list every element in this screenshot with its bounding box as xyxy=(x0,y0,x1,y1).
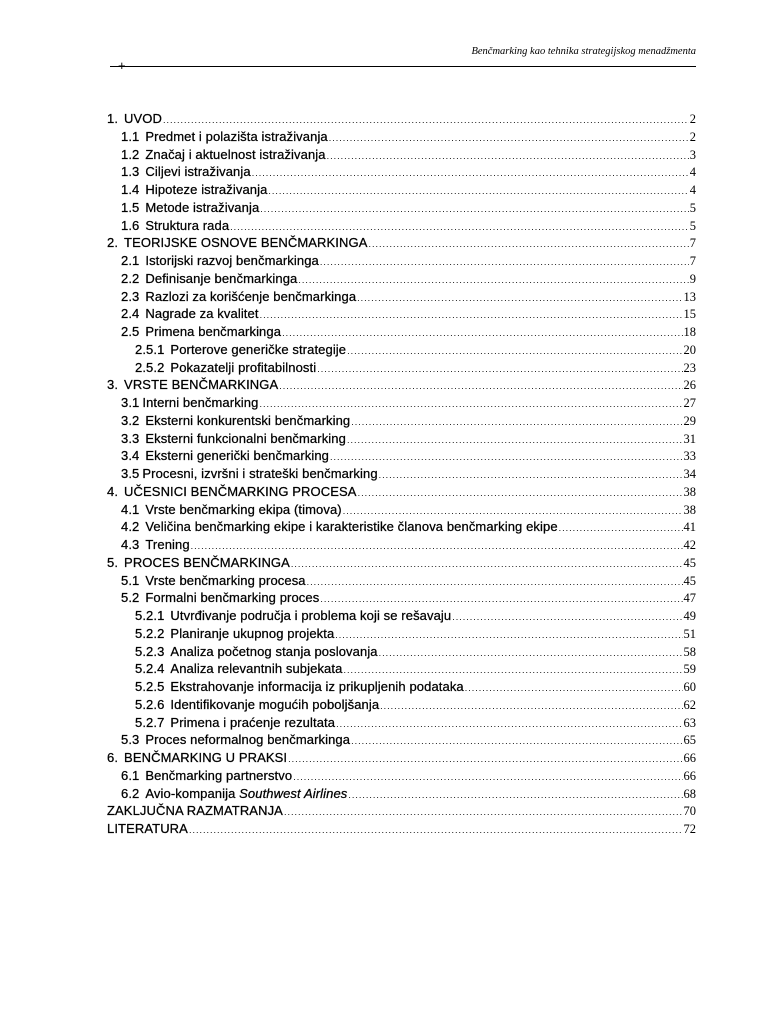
toc-entry-title xyxy=(121,518,558,536)
toc-entry-label: Utvrđivanje područja i problema koji se rešavaju xyxy=(170,608,452,623)
toc-entry-page-number: 58 xyxy=(683,644,696,659)
toc-entry[interactable] xyxy=(107,430,696,448)
dot-leader xyxy=(358,485,683,503)
toc-entry-page-number: 41 xyxy=(683,520,696,535)
toc-entry-number: 2. xyxy=(107,235,119,251)
dot-leader xyxy=(351,414,682,432)
toc-entry[interactable] xyxy=(107,483,696,501)
dot-leader xyxy=(189,822,683,840)
toc-entry-label: Vrste benčmarking procesa xyxy=(145,572,306,588)
toc-entry-title xyxy=(135,643,378,661)
toc-entry-title xyxy=(107,802,283,820)
dot-leader xyxy=(559,520,683,538)
toc-entry-label: Procesni, izvršni i strateški benčmarking xyxy=(142,466,378,481)
toc-entry-number: 2.1 xyxy=(121,253,140,268)
toc-entry-page-number: 65 xyxy=(683,733,696,748)
toc-entry-number: 3.5 xyxy=(121,466,140,481)
toc-entry[interactable] xyxy=(107,323,696,341)
toc-entry-number: 1.3 xyxy=(121,164,140,180)
toc-entry-number: 3.3 xyxy=(121,430,140,446)
toc-entry-page-number: 51 xyxy=(683,626,696,641)
toc-entry-page-number: 34 xyxy=(683,467,696,481)
toc-entry-page-number: 70 xyxy=(683,804,696,819)
toc-entry[interactable] xyxy=(107,234,696,252)
toc-entry-label: Trening xyxy=(145,537,190,552)
toc-entry[interactable] xyxy=(107,341,696,359)
toc-entry-number: 4. xyxy=(107,483,119,499)
dot-leader xyxy=(284,804,683,822)
toc-entry-number: 1.4 xyxy=(121,182,140,197)
toc-entry-label: Benčmarking partnerstvo xyxy=(145,767,293,783)
toc-entry-label: Interni benčmarking xyxy=(142,395,259,410)
toc-entry[interactable] xyxy=(107,412,696,430)
toc-entry-number: 5.2.7 xyxy=(135,714,165,730)
toc-entry[interactable] xyxy=(107,536,696,554)
toc-entry-label: Identifikovanje mogućih poboljšanja xyxy=(170,696,380,712)
dot-leader xyxy=(335,627,682,645)
dot-leader xyxy=(293,769,682,787)
dot-leader xyxy=(298,272,688,290)
toc-entry-page-number: 27 xyxy=(683,396,696,410)
dot-leader xyxy=(351,733,682,751)
toc-entry[interactable] xyxy=(107,625,696,643)
toc-entry-label: VRSTE BENČMARKINGA xyxy=(124,377,279,393)
toc-entry-page-number: 13 xyxy=(683,289,696,304)
toc-entry-label: Predmet i polazišta istraživanja xyxy=(145,128,328,144)
toc-entry-page-number: 15 xyxy=(683,307,696,322)
toc-entry-label: LITERATURA xyxy=(107,821,188,836)
toc-entry[interactable] xyxy=(107,199,696,217)
toc-entry[interactable] xyxy=(107,607,696,625)
toc-entry-title xyxy=(107,820,188,838)
toc-entry[interactable] xyxy=(107,731,696,749)
toc-entry-number: 5.2.2 xyxy=(135,625,165,641)
toc-entry-title xyxy=(135,625,334,643)
dot-leader xyxy=(347,432,683,450)
toc-entry-number: 6.2 xyxy=(121,785,140,801)
toc-entry-number: 3.4 xyxy=(121,448,140,464)
dot-leader xyxy=(357,290,682,308)
toc-entry-page-number: 59 xyxy=(683,662,696,677)
toc-entry[interactable] xyxy=(107,376,696,394)
dot-leader xyxy=(279,378,682,396)
running-title: Benčmarking kao tehnika strategijskog menadžmenta xyxy=(471,46,696,57)
toc-entry-page-number: 3 xyxy=(689,147,696,162)
toc-entry-number: 3.1 xyxy=(121,395,140,410)
toc-entry[interactable] xyxy=(107,678,696,696)
header-mark: + xyxy=(118,58,126,73)
page-header xyxy=(110,42,696,73)
toc-entry-title xyxy=(135,607,451,625)
dot-leader xyxy=(336,716,682,734)
toc-entry-label: Proces neformalnog benčmarkinga xyxy=(145,732,351,748)
toc-entry-title xyxy=(121,128,328,146)
toc-entry-title xyxy=(107,376,278,394)
toc-entry-number: 5.1 xyxy=(121,572,140,588)
toc-entry-page-number: 72 xyxy=(683,822,696,836)
dot-leader xyxy=(288,751,682,769)
toc-entry-title xyxy=(107,749,287,767)
toc-entry-number: 5.2.5 xyxy=(135,679,165,694)
toc-entry-number: 4.2 xyxy=(121,519,140,535)
toc-entry[interactable] xyxy=(107,767,696,785)
toc-entry-page-number: 5 xyxy=(689,218,696,233)
toc-entry-title xyxy=(121,181,267,199)
toc-entry-label: Analiza početnog stanja poslovanja xyxy=(170,643,378,659)
toc-entry-title xyxy=(107,483,357,501)
toc-entry-title xyxy=(121,501,342,519)
toc-entry-title xyxy=(135,714,335,732)
toc-entry-number: 1.2 xyxy=(121,146,140,162)
toc-entry-page-number: 49 xyxy=(683,609,696,623)
toc-entry-page-number: 63 xyxy=(683,715,696,730)
toc-entry-title xyxy=(107,234,368,252)
dot-leader xyxy=(327,148,689,166)
toc-entry-page-number: 9 xyxy=(689,271,696,286)
toc-entry-label: Eksterni funkcionalni benčmarking xyxy=(145,430,346,446)
dot-leader xyxy=(347,343,682,361)
toc-entry[interactable] xyxy=(107,252,696,270)
toc-entry-label: Eksterni generički benčmarking xyxy=(145,448,330,464)
toc-entry-title xyxy=(121,394,258,412)
toc-entry[interactable] xyxy=(107,643,696,661)
toc-entry-page-number: 38 xyxy=(683,484,696,499)
toc-entry-page-number: 45 xyxy=(683,573,696,588)
toc-entry-title xyxy=(121,447,329,465)
toc-entry-page-number: 7 xyxy=(689,254,696,268)
dot-leader xyxy=(260,201,688,219)
toc-entry-number: 5.2.6 xyxy=(135,696,165,712)
toc-entry-label: Avio-kompanija xyxy=(145,785,236,801)
toc-entry-number: 5.2.4 xyxy=(135,661,165,677)
toc-entry-page-number: 60 xyxy=(683,680,696,694)
toc-entry-label: Metode istraživanja xyxy=(145,199,260,215)
toc-entry-number: 6. xyxy=(107,750,119,765)
toc-entry-title xyxy=(121,412,350,430)
toc-entry-page-number: 2 xyxy=(689,112,696,126)
toc-entry-title xyxy=(121,430,346,448)
dot-leader xyxy=(330,449,682,467)
toc-entry-title xyxy=(135,660,342,678)
toc-entry-label: Primena benčmarkinga xyxy=(145,324,282,339)
toc-entry-title xyxy=(135,678,464,696)
toc-entry-page-number: 62 xyxy=(683,697,696,712)
toc-entry-page-number: 20 xyxy=(683,342,696,357)
toc-entry-page-number: 4 xyxy=(689,183,696,197)
toc-entry-label: Primena i praćenje rezultata xyxy=(170,714,336,730)
toc-entry-label: Veličina benčmarking ekipe i karakteristike članova benčmarking ekipe xyxy=(145,519,558,535)
toc-entry[interactable] xyxy=(107,554,696,572)
toc-entry-number: 6.1 xyxy=(121,767,140,783)
toc-entry-title xyxy=(121,146,326,164)
toc-entry[interactable] xyxy=(107,820,696,838)
toc-entry[interactable] xyxy=(107,749,696,767)
toc-entry-page-number: 68 xyxy=(683,786,696,801)
toc-entry-title xyxy=(107,110,162,128)
toc-entry[interactable] xyxy=(107,785,696,803)
toc-entry[interactable] xyxy=(107,447,696,465)
dot-leader xyxy=(369,236,689,254)
toc-entry-title xyxy=(121,163,251,181)
toc-entry-number: 3.2 xyxy=(121,412,140,428)
toc-entry-title xyxy=(121,536,190,554)
toc-entry-title xyxy=(121,270,297,288)
toc-entry-label: Porterove generičke strategije xyxy=(170,341,347,357)
toc-entry-title xyxy=(121,288,356,306)
toc-entry-label: ZAKLJUČNA RAZMATRANJA xyxy=(107,803,283,819)
toc-entry-number: 2.2 xyxy=(121,270,140,286)
table-of-contents xyxy=(107,110,696,838)
toc-entry[interactable] xyxy=(107,660,696,678)
toc-entry-page-number: 31 xyxy=(683,431,696,446)
toc-entry-number: 2.3 xyxy=(121,288,140,304)
toc-entry-page-number: 2 xyxy=(689,129,696,144)
toc-entry-label: Nagrade za kvalitet xyxy=(145,306,259,322)
dot-leader xyxy=(465,680,683,698)
dot-leader xyxy=(348,787,682,805)
toc-entry[interactable] xyxy=(107,465,696,483)
toc-entry[interactable] xyxy=(107,181,696,199)
toc-entry-page-number: 66 xyxy=(683,768,696,783)
toc-entry-page-number: 26 xyxy=(683,378,696,393)
toc-entry-page-number: 66 xyxy=(683,751,696,765)
toc-entry-label: Definisanje benčmarkinga xyxy=(145,270,298,286)
toc-entry[interactable] xyxy=(107,217,696,235)
dot-leader xyxy=(320,254,689,272)
toc-entry-page-number: 5 xyxy=(689,200,696,215)
toc-entry-title xyxy=(121,199,259,217)
toc-entry-number: 2.5.2 xyxy=(135,359,165,375)
toc-entry-title xyxy=(121,252,319,270)
toc-entry-label: Ciljevi istraživanja xyxy=(145,164,251,180)
toc-entry[interactable] xyxy=(107,110,696,128)
toc-entry-page-number: 45 xyxy=(683,555,696,570)
toc-entry-title xyxy=(135,359,316,377)
dot-leader xyxy=(379,645,683,663)
toc-entry[interactable] xyxy=(107,270,696,288)
toc-entry-title xyxy=(107,554,290,572)
toc-entry-page-number: 18 xyxy=(683,325,696,339)
dot-leader xyxy=(380,698,682,716)
toc-entry-title xyxy=(121,589,319,607)
toc-entry[interactable] xyxy=(107,305,696,323)
dot-leader xyxy=(379,467,683,485)
toc-entry-label: Struktura rada xyxy=(145,217,230,233)
toc-entry-number: 3. xyxy=(107,377,119,393)
dot-leader xyxy=(268,183,688,201)
toc-entry[interactable] xyxy=(107,518,696,536)
toc-entry-page-number: 23 xyxy=(683,360,696,375)
toc-entry-number: 2.4 xyxy=(121,306,140,322)
toc-entry[interactable] xyxy=(107,359,696,377)
toc-entry-title xyxy=(121,217,229,235)
toc-entry-number: 1.6 xyxy=(121,217,140,233)
toc-entry-number: 4.1 xyxy=(121,501,140,517)
toc-entry-page-number: 33 xyxy=(683,449,696,464)
toc-entry[interactable] xyxy=(107,128,696,146)
toc-entry-label: Planiranje ukupnog projekta xyxy=(170,625,335,641)
toc-entry-title xyxy=(121,305,259,323)
toc-entry[interactable] xyxy=(107,802,696,820)
toc-entry-number: 2.5.1 xyxy=(135,341,165,357)
toc-entry[interactable] xyxy=(107,696,696,714)
toc-entry-label: Istorijski razvoj benčmarkinga xyxy=(145,253,319,268)
dot-leader xyxy=(252,165,689,183)
toc-entry-title xyxy=(135,341,346,359)
dot-leader xyxy=(260,307,683,325)
toc-entry-label: UVOD xyxy=(124,111,163,126)
toc-entry-number: 4.3 xyxy=(121,537,140,552)
toc-entry-title xyxy=(121,572,306,590)
toc-entry-label: Ekstrahovanje informacija iz prikupljenih podataka xyxy=(170,679,464,694)
toc-entry-number: 5.2.1 xyxy=(135,608,165,623)
dot-leader xyxy=(307,574,683,592)
dot-leader xyxy=(329,130,689,148)
toc-entry-label: Hipoteze istraživanja xyxy=(145,182,268,197)
toc-entry[interactable] xyxy=(107,288,696,306)
toc-entry-title xyxy=(121,785,347,803)
toc-entry[interactable] xyxy=(107,163,696,181)
dot-leader xyxy=(317,361,682,379)
toc-entry-number: 5. xyxy=(107,554,119,570)
toc-entry[interactable] xyxy=(107,714,696,732)
toc-entry-title xyxy=(121,465,378,483)
toc-entry-page-number: 29 xyxy=(683,413,696,428)
toc-entry-page-number: 4 xyxy=(689,165,696,180)
toc-entry[interactable] xyxy=(107,394,696,412)
toc-entry-number: 1.5 xyxy=(121,199,140,215)
toc-entry-label: Formalni benčmarking proces xyxy=(145,590,320,606)
toc-entry[interactable] xyxy=(107,146,696,164)
toc-entry-label: Razlozi za korišćenje benčmarkinga xyxy=(145,288,357,304)
toc-entry-number: 5.3 xyxy=(121,732,140,748)
toc-entry-title xyxy=(121,731,350,749)
toc-entry-label: Analiza relevantnih subjekata xyxy=(170,661,343,677)
toc-entry-title xyxy=(121,767,292,785)
dot-leader xyxy=(291,556,683,574)
toc-entry-label: TEORIJSKE OSNOVE BENČMARKINGA xyxy=(124,235,368,251)
toc-entry-label: Eksterni konkurentski benčmarking xyxy=(145,412,351,428)
toc-entry-label: BENČMARKING U PRAKSI xyxy=(124,750,288,765)
dot-leader xyxy=(452,609,682,627)
toc-entry-page-number: 42 xyxy=(683,538,696,552)
toc-entry[interactable] xyxy=(107,572,696,590)
toc-entry-page-number: 47 xyxy=(683,591,696,606)
toc-entry-title xyxy=(135,696,379,714)
toc-entry-label: Vrste benčmarking ekipa (timova) xyxy=(145,501,342,517)
toc-entry-number: 1.1 xyxy=(121,128,140,144)
toc-entry-number: 2.5 xyxy=(121,324,140,339)
toc-entry-title xyxy=(121,323,281,341)
toc-entry-label: PROCES BENČMARKINGA xyxy=(124,554,290,570)
toc-entry-number: 1. xyxy=(107,111,119,126)
toc-entry-label: Značaj i aktuelnost istraživanja xyxy=(145,146,326,162)
toc-entry[interactable] xyxy=(107,589,696,607)
toc-entry-page-number: 7 xyxy=(689,236,696,251)
toc-entry-label: Pokazatelji profitabilnosti xyxy=(170,359,317,375)
toc-entry-number: 5.2 xyxy=(121,590,140,606)
toc-entry-number: 5.2.3 xyxy=(135,643,165,659)
toc-entry[interactable] xyxy=(107,501,696,519)
toc-entry-page-number: 38 xyxy=(683,502,696,517)
toc-entry-label: UČESNICI BENČMARKING PROCESA xyxy=(124,483,357,499)
toc-entry-emphasis: Southwest Airlines xyxy=(239,785,348,801)
